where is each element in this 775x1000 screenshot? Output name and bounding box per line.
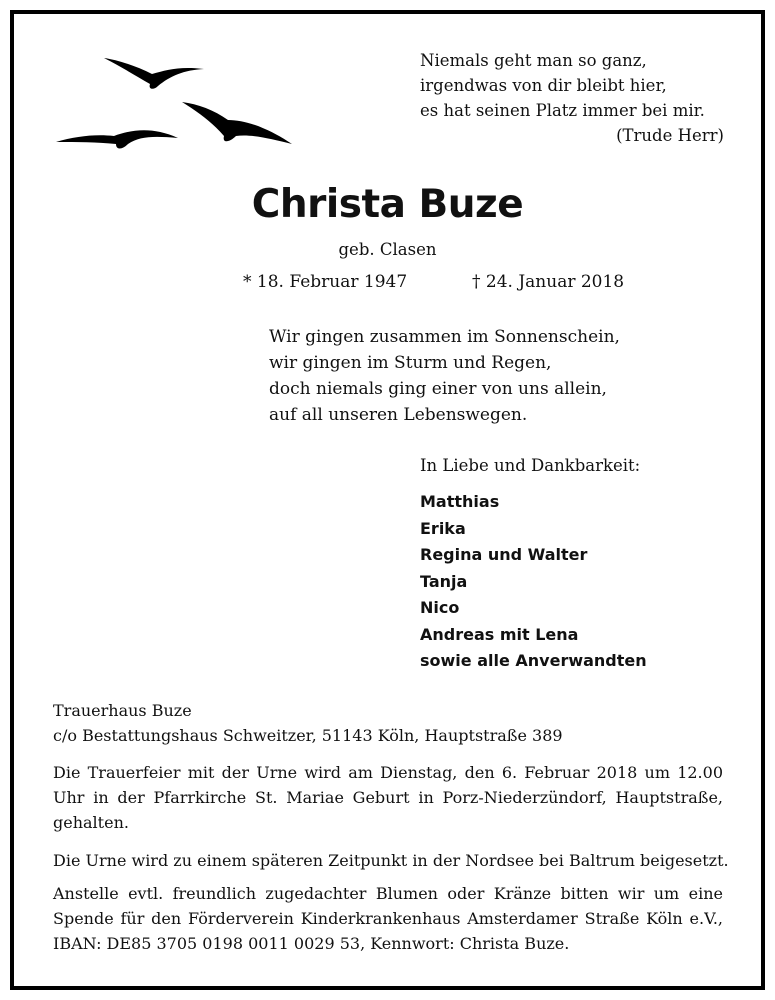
burial-line: Die Urne wird zu einem späteren Zeitpunkt in der Nordsee bei Baltrum beigesetzt. xyxy=(53,851,729,870)
death-date: † 24. Januar 2018 xyxy=(472,272,625,292)
flying-birds-icon xyxy=(56,50,296,150)
family-member: Matthias xyxy=(420,492,500,511)
family-member: Tanja xyxy=(420,571,468,591)
birth-date: * 18. Februar 1947 xyxy=(243,272,408,292)
donation-line: Spende für den Förderverein Kinderkrankenhaus Amsterdamer Straße Köln e.V., xyxy=(53,909,723,928)
quote-line: es hat seinen Platz immer bei mir. xyxy=(420,101,705,120)
poem xyxy=(269,324,620,428)
family-member: Erika xyxy=(420,518,466,538)
family-member: Andreas mit Lena xyxy=(420,624,579,644)
burial-paragraph xyxy=(53,848,729,873)
family-member: Regina und Walter xyxy=(420,545,588,564)
poem-line: Wir gingen zusammen im Sonnenschein, xyxy=(269,327,620,347)
donation-paragraph xyxy=(53,881,723,956)
family-member: Nico xyxy=(420,598,460,617)
obituary-notice xyxy=(10,10,765,990)
bird-icon xyxy=(56,130,178,148)
quote-author: (Trude Herr) xyxy=(616,126,724,145)
ceremony-line: Die Trauerfeier mit der Urne wird am Dienstag, den 6. Februar 2018 um 12.00 xyxy=(53,763,723,782)
address-line: Trauerhaus Buze xyxy=(53,701,192,720)
thanks-line: In Liebe und Dankbarkeit: xyxy=(420,456,641,475)
ceremony-line: Uhr in der Pfarrkirche St. Mariae Geburt in Porz-Niederzündorf, Hauptstraße, xyxy=(53,788,723,807)
address-block xyxy=(53,698,723,748)
family-member: sowie alle Anverwandten xyxy=(420,651,647,670)
maiden-name: geb. Clasen xyxy=(338,240,437,259)
quote-line: irgendwas von dir bleibt hier, xyxy=(420,76,667,95)
ceremony-line: gehalten. xyxy=(53,813,129,832)
bird-icon xyxy=(104,58,204,89)
bird-icon xyxy=(182,102,292,144)
ceremony-paragraph xyxy=(53,760,723,835)
quote-block xyxy=(420,48,724,148)
poem-line: auf all unseren Lebenswegen. xyxy=(269,405,528,425)
donation-line: IBAN: DE85 3705 0198 0011 0029 53, Kennwort: Christa Buze. xyxy=(53,934,570,953)
poem-line: doch niemals ging einer von uns allein, xyxy=(269,379,607,399)
quote-line: Niemals geht man so ganz, xyxy=(420,51,647,70)
family-list xyxy=(420,489,647,675)
address-line: c/o Bestattungshaus Schweitzer, 51143 Köln, Hauptstraße 389 xyxy=(53,726,563,745)
donation-line: Anstelle evtl. freundlich zugedachter Blumen oder Kränze bitten wir um eine xyxy=(53,884,723,903)
poem-line: wir gingen im Sturm und Regen, xyxy=(269,353,552,373)
deceased-name: Christa Buze xyxy=(251,182,524,227)
